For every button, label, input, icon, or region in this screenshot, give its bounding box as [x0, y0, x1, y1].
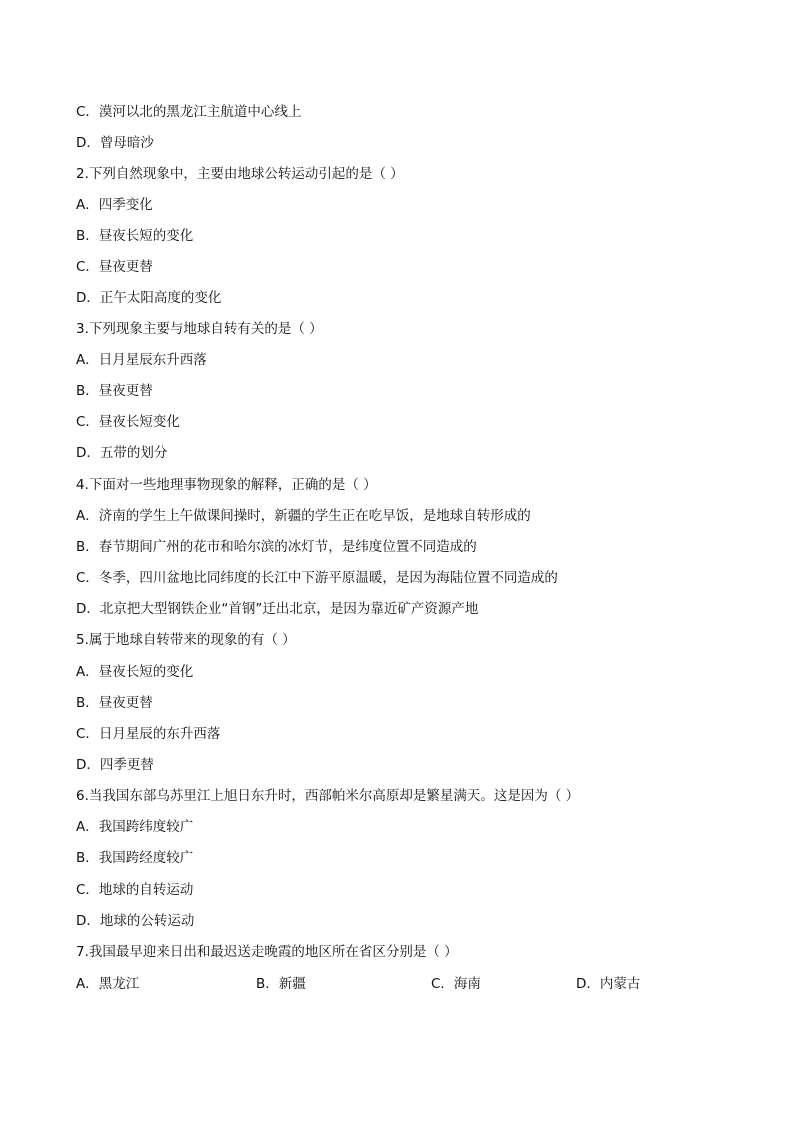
- text-line: A．四季变化: [76, 197, 153, 213]
- text-line: A．日月星辰东升西落: [76, 352, 207, 368]
- text-line: C．昼夜更替: [76, 259, 153, 275]
- text-line: B．昼夜更替: [76, 383, 153, 399]
- text-line: D．曾母暗沙: [76, 135, 154, 151]
- text-line: C．冬季，四川盆地比同纬度的长江中下游平原温暖，是因为海陆位置不同造成的: [76, 570, 558, 586]
- text-line: B．春节期间广州的花市和哈尔滨的冰灯节，是纬度位置不同造成的: [76, 539, 477, 555]
- text-line: D．地球的公转运动: [76, 913, 195, 929]
- question-stem: 6.当我国东部乌苏里江上旭日东升时，西部帕米尔高原却是繁星满天。这是因为（ ）: [76, 788, 580, 804]
- text-line: D．四季更替: [76, 757, 154, 773]
- text-line: A．我国跨纬度较广: [76, 819, 194, 835]
- text-line: B．我国跨经度较广: [76, 850, 194, 866]
- answer-option: C．海南: [431, 976, 481, 992]
- question-stem: 2.下列自然现象中，主要由地球公转运动引起的是（ ）: [76, 166, 404, 182]
- text-line: A．济南的学生上午做课间操时，新疆的学生正在吃早饭，是地球自转形成的: [76, 508, 531, 524]
- text-line: C．地球的自转运动: [76, 882, 194, 898]
- text-line: D．正午太阳高度的变化: [76, 290, 222, 306]
- text-line: C．日月星辰的东升西落: [76, 726, 221, 742]
- text-line: D．五带的划分: [76, 445, 168, 461]
- answer-option: A．黑龙江: [76, 976, 140, 992]
- text-line: C．昼夜长短变化: [76, 414, 180, 430]
- question-stem: 3.下列现象主要与地球自转有关的是（ ）: [76, 321, 323, 337]
- text-line: C．漠河以北的黑龙江主航道中心线上: [76, 104, 302, 120]
- question-stem: 5.属于地球自转带来的现象的有（ ）: [76, 632, 296, 648]
- question-stem: 4.下面对一些地理事物现象的解释，正确的是（ ）: [76, 477, 377, 493]
- answer-option: B．新疆: [256, 976, 306, 992]
- answer-option: D．内蒙古: [576, 976, 641, 992]
- text-line: A．昼夜长短的变化: [76, 664, 194, 680]
- text-line: B．昼夜更替: [76, 695, 153, 711]
- text-line: D．北京把大型钢铁企业“首钢”迁出北京，是因为靠近矿产资源产地: [76, 601, 479, 617]
- text-line: B．昼夜长短的变化: [76, 228, 194, 244]
- question-stem: 7.我国最早迎来日出和最迟送走晚霞的地区所在省区分别是（ ）: [76, 944, 458, 960]
